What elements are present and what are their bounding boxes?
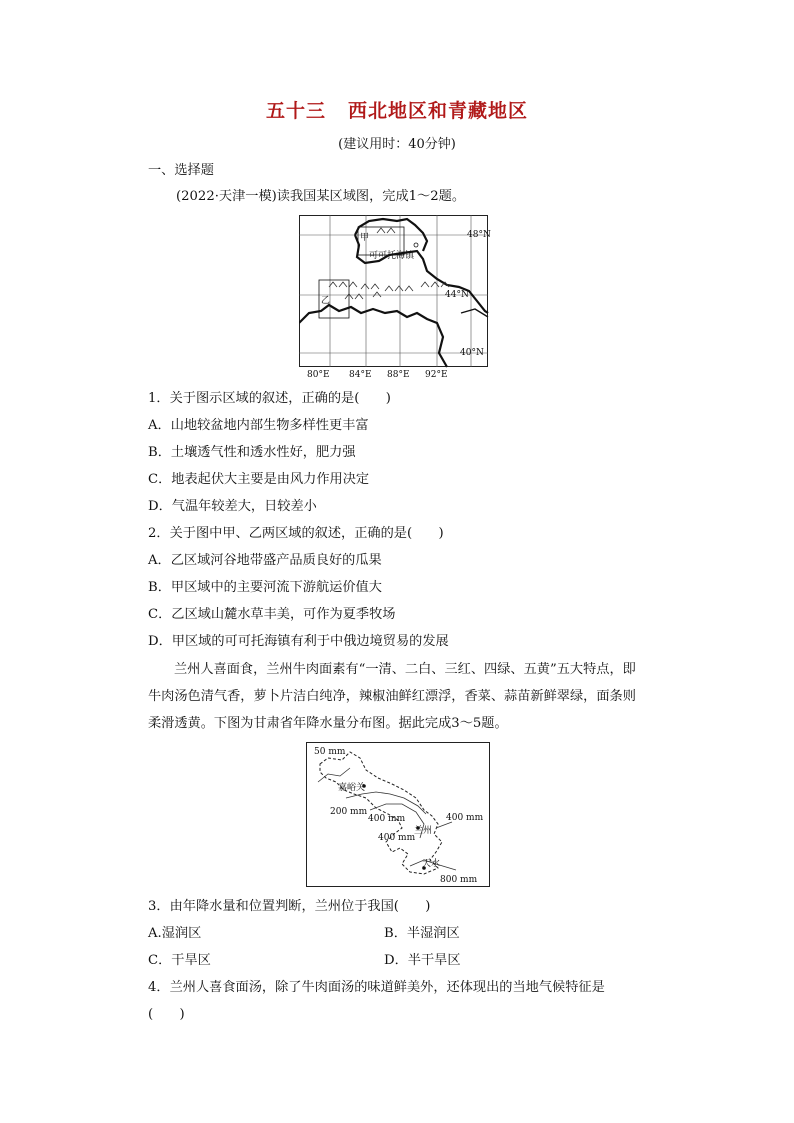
section-heading: 一、选择题 — [148, 163, 214, 178]
town-label: 可可托海镇 — [369, 251, 415, 261]
lon-88: 88°E — [387, 370, 410, 380]
question-1-option-b: B．土壤透气性和透水性好，肥力强 — [148, 445, 356, 460]
question-2-option-b: B．甲区域中的主要河流下游航运价值大 — [148, 580, 382, 595]
question-2-option-d: D．甲区域的可可托海镇有利于中俄边境贸易的发展 — [148, 634, 449, 649]
question-3-stem: 3．由年降水量和位置判断，兰州位于我国( ) — [148, 899, 431, 914]
isohyet-label-200: 200 mm — [330, 807, 368, 817]
question-1-option-c: C．地表起伏大主要是由风力作用决定 — [148, 472, 370, 487]
question-1-option-d: D．气温年较差大，日较差小 — [148, 499, 317, 514]
question-4-stem: 4．兰州人喜食面汤，除了牛肉面汤的味道鲜美外，还体现出的当地气候特征是 — [148, 980, 605, 995]
question-3-option-a: A.湿润区 — [148, 926, 202, 941]
region-jia-label: 甲 — [360, 233, 370, 243]
city-tianshui: 天水 — [422, 859, 441, 869]
lat-48: 48°N — [467, 230, 491, 240]
isohyet-label-400-b: 400 mm — [378, 833, 416, 843]
question-1-stem: 1．关于图示区域的叙述，正确的是( ) — [148, 391, 391, 406]
isohyet-label-400-a: 400 mm — [368, 814, 406, 824]
question-4-stem-cont: ( ) — [148, 1007, 185, 1022]
page-title — [0, 96, 794, 123]
isohyet-label-800: 800 mm — [440, 875, 478, 885]
lon-92: 92°E — [425, 370, 448, 380]
question-3-option-c: C．干旱区 — [148, 953, 211, 968]
town-marker — [414, 243, 418, 247]
city-jiayuguan: 嘉峪关 — [338, 783, 366, 793]
question-2-option-c: C．乙区域山麓水草丰美，可作为夏季牧场 — [148, 607, 396, 622]
question-3-option-b: B．半湿润区 — [384, 926, 460, 941]
city-lanzhou: 兰州 — [414, 826, 433, 836]
region-map-svg — [299, 215, 491, 382]
intro-q1-2: (2022·天津一模)读我国某区域图，完成1～2题。 — [176, 189, 466, 204]
mountain-symbols — [329, 228, 449, 299]
question-3-option-d: D．半干旱区 — [384, 953, 461, 968]
intro-q3-5: 兰州人喜面食，兰州牛肉面素有“一清、二白、三红、四绿、五黄”五大特点，即牛肉汤色清气香，萝卜片洁白纯净，辣椒油鲜红漂浮，香菜、蒜苗新鲜翠绿，面条则柔滑透黄。下图为甘肃省年降水量分布图。据此完成3～5题。 — [148, 662, 636, 731]
isohyet-label-400-c: 400 mm — [446, 813, 484, 823]
suggested-time: (建议用时：40分钟) — [338, 137, 456, 152]
isohyet-label-50: 50 mm — [314, 747, 346, 757]
question-2-option-a: A．乙区域河谷地带盛产品质良好的瓜果 — [148, 553, 382, 568]
title-number: 五十三 — [265, 100, 326, 122]
region-map — [299, 215, 491, 382]
lat-44: 44°N — [445, 290, 469, 300]
lat-40: 40°N — [460, 348, 484, 358]
region-yi-label: 乙 — [321, 296, 331, 306]
precipitation-map — [306, 742, 490, 887]
lon-80: 80°E — [307, 370, 330, 380]
title-topic: 西北地区和青藏地区 — [348, 100, 529, 122]
lon-84: 84°E — [349, 370, 372, 380]
precipitation-map-svg — [306, 742, 490, 887]
question-1-option-a: A．山地较盆地内部生物多样性更丰富 — [148, 418, 369, 433]
question-2-stem: 2．关于图中甲、乙两区域的叙述，正确的是( ) — [148, 526, 444, 541]
isohyet-50 — [318, 768, 350, 782]
